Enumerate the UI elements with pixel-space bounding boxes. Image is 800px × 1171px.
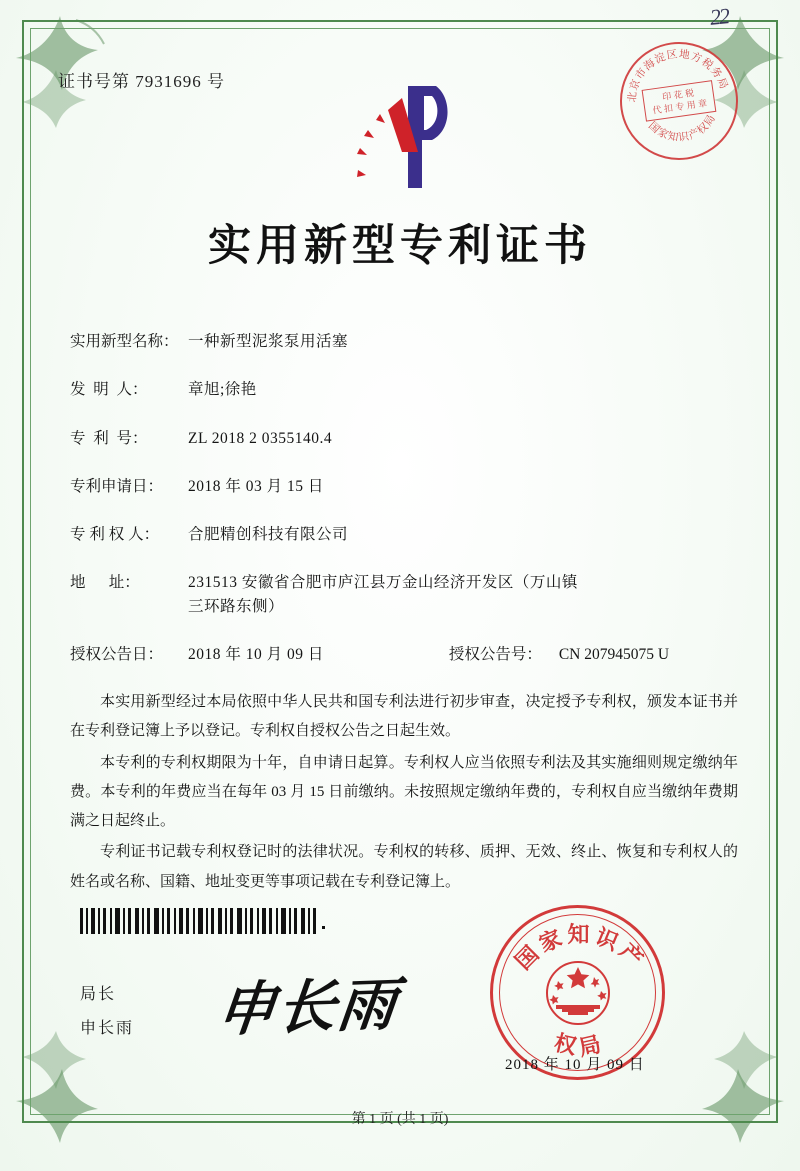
- handwritten-signature: 申长雨: [213, 969, 402, 1045]
- national-emblem-icon: [544, 959, 612, 1027]
- barcode-dot: [322, 926, 325, 929]
- svg-text:权局: 权局: [551, 1029, 610, 1062]
- field-label: 专利申请日：: [70, 477, 164, 495]
- grant-date-label: 授权公告日：: [70, 645, 164, 663]
- field-row-patentee: [70, 523, 736, 546]
- field-label: 专 利 号：: [70, 429, 148, 447]
- field-label: 专 利 权 人：: [70, 526, 160, 543]
- paragraph-3: 专利证书记载专利权登记时的法律状况。专利权的转移、质押、无效、终止、恢复和专利权人的姓名或名称、国籍、地址变更等事项记载在专利登记簿上。: [70, 844, 738, 890]
- field-list: [70, 330, 736, 691]
- field-row-name: [70, 330, 736, 353]
- grant-number-value: CN 207945075 U: [558, 645, 670, 663]
- barcode: [80, 908, 318, 934]
- field-row-inventor: [70, 378, 736, 401]
- seal-date: 2018 年 10 月 09 日: [505, 1057, 645, 1073]
- field-value: ZL 2018 2 0355140.4: [188, 429, 333, 447]
- field-value: 一种新型泥浆泵用活塞: [188, 333, 349, 350]
- field-row-application-date: [70, 475, 736, 498]
- field-value: 章旭;徐艳: [188, 381, 257, 399]
- paragraph-2: 本专利的专利权期限为十年，自申请日起算。专利权人应当依照专利法及其实施细则规定缴纳年费。本专利的年费应当在每年 03 月 15 日前缴纳。未按照规定缴纳年费的，专利权自应当缴纳年费期满之日起终止。: [70, 754, 738, 829]
- field-row-grant: [70, 643, 736, 666]
- field-label: 实用新型名称：: [70, 333, 179, 350]
- field-label: 发 明 人：: [70, 381, 148, 399]
- sipo-logo-icon: [340, 78, 470, 193]
- page-footer: 第 1 页 (共 1 页): [351, 1112, 449, 1127]
- paragraph-1: 本实用新型经过本局依照中华人民共和国专利法进行初步审查，决定授予专利权，颁发本证书并在专利登记簿上予以登记。专利权自授权公告之日起生效。: [70, 694, 738, 740]
- tax-stamp-line2: 代 扣 专 用 章: [651, 98, 708, 116]
- grant-date-value: 2018 年 10 月 09 日: [188, 645, 324, 663]
- field-value: 2018 年 03 月 15 日: [188, 477, 324, 495]
- signature-block: [80, 978, 134, 1045]
- svg-text:北京市海淀区地方税务局: 北京市海淀区地方税务局: [625, 47, 731, 103]
- director-name: 申长雨: [80, 1019, 135, 1037]
- field-label: 地 址：: [70, 574, 140, 592]
- field-row-patent-number: [70, 427, 736, 450]
- svg-text:国家知识产权局: 国家知识产权局: [646, 111, 719, 144]
- grant-number-label: 授权公告号：: [448, 645, 542, 663]
- field-value-line2: 三环路东侧）: [188, 597, 285, 615]
- tax-stamp: [612, 34, 745, 167]
- field-value: 231513 安徽省合肥市庐江县万金山经济开发区（万山镇: [188, 574, 578, 592]
- tax-stamp-line1: 印 花 税: [661, 87, 695, 103]
- field-value: 合肥精创科技有限公司: [188, 526, 349, 543]
- field-row-address: [70, 571, 736, 618]
- legal-text: [70, 688, 738, 899]
- handwritten-page-mark: 22: [708, 3, 730, 30]
- certificate-number: 证书号第 7931696 号: [58, 72, 225, 91]
- page-title: 实用新型专利证书: [208, 221, 592, 271]
- svg-text:国家知识产: 国家知识产: [510, 922, 651, 976]
- director-title: 局长: [80, 986, 117, 1003]
